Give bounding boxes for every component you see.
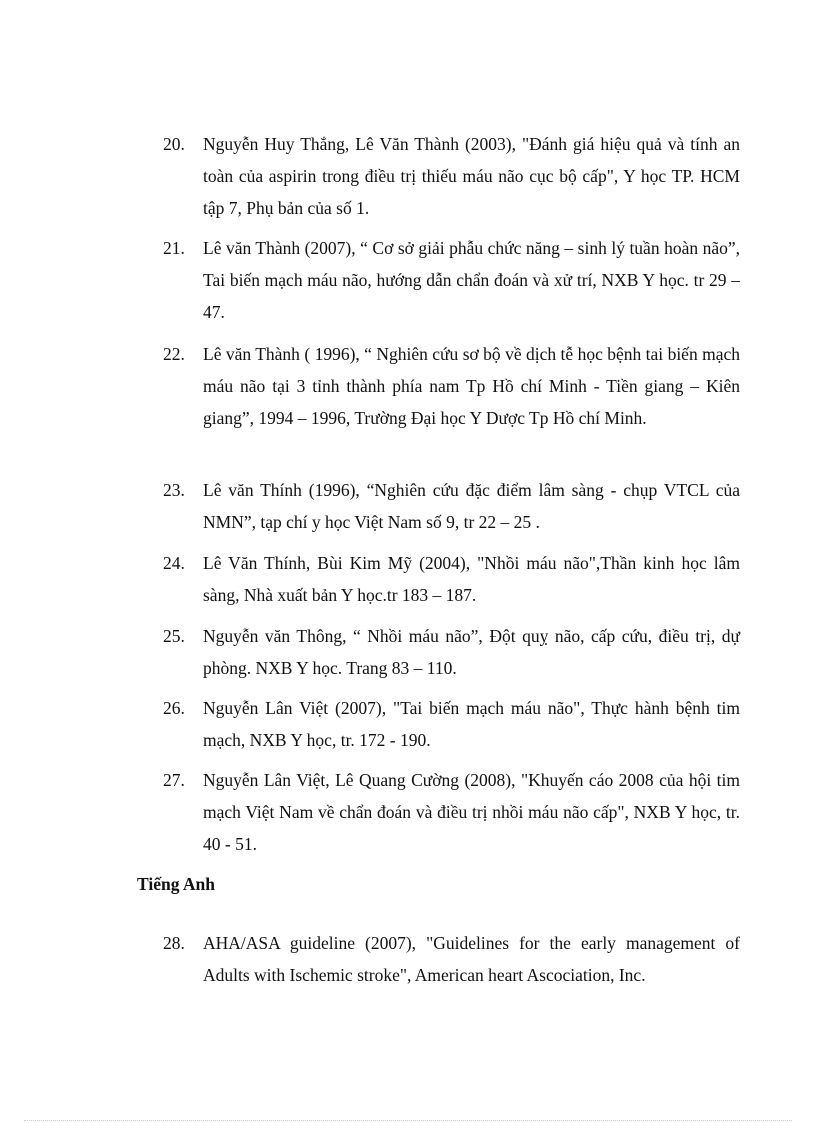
reference-item xyxy=(163,620,740,684)
section-heading: Tiếng Anh xyxy=(137,874,215,894)
reference-text: Nguyễn Lân Việt (2007), "Tai biến mạch máu não", Thực hành bệnh tim mạch, NXB Y học, tr. 172 - 190. xyxy=(203,698,740,750)
reference-item xyxy=(163,128,740,224)
reference-item xyxy=(163,232,740,328)
reference-number: 28. xyxy=(163,933,185,953)
reference-item xyxy=(163,547,740,611)
reference-number: 23. xyxy=(163,480,185,500)
reference-number: 27. xyxy=(163,770,185,790)
reference-item xyxy=(163,927,740,991)
reference-text: Lê Văn Thính, Bùi Kim Mỹ (2004), "Nhồi máu não",Thần kinh học lâm sàng, Nhà xuất bản Y học.tr 183 – 187. xyxy=(203,553,740,605)
reference-number: 25. xyxy=(163,626,185,646)
reference-text: AHA/ASA guideline (2007), "Guidelines for the early management of Adults with Ischemic stroke", American heart Ascociation, Inc. xyxy=(203,933,740,985)
reference-item xyxy=(163,692,740,756)
page-bottom-divider xyxy=(24,1120,792,1121)
reference-number: 22. xyxy=(163,344,185,364)
reference-number: 24. xyxy=(163,553,185,573)
reference-item xyxy=(163,764,740,860)
reference-number: 21. xyxy=(163,238,185,258)
reference-item xyxy=(163,338,740,434)
reference-text: Nguyễn Lân Việt, Lê Quang Cường (2008), "Khuyến cáo 2008 của hội tim mạch Việt Nam về chẩn đoán và điều trị nhồi máu não cấp", NXB Y học, tr. 40 - 51. xyxy=(203,770,740,854)
reference-text: Nguyễn văn Thông, “ Nhồi máu não”, Đột quỵ não, cấp cứu, điều trị, dự phòng. NXB Y học. Trang 83 – 110. xyxy=(203,626,740,678)
reference-number: 26. xyxy=(163,698,185,718)
reference-text: Lê văn Thính (1996), “Nghiên cứu đặc điểm lâm sàng - chụp VTCL của NMN”, tạp chí y học Việt Nam số 9, tr 22 – 25 . xyxy=(203,480,740,532)
reference-number: 20. xyxy=(163,134,185,154)
reference-text: Lê văn Thành (2007), “ Cơ sở giải phẫu chức năng – sinh lý tuần hoàn não”, Tai biến mạch máu não, hướng dẫn chẩn đoán và xử trí, NXB Y học. tr 29 – 47. xyxy=(203,238,740,322)
reference-item xyxy=(163,474,740,538)
reference-text: Nguyễn Huy Thắng, Lê Văn Thành (2003), "Đánh giá hiệu quả và tính an toàn của aspirin trong điều trị thiếu máu não cục bộ cấp", Y học TP. HCM tập 7, Phụ bản của số 1. xyxy=(203,134,740,218)
reference-text: Lê văn Thành ( 1996), “ Nghiên cứu sơ bộ về dịch tễ học bệnh tai biến mạch máu não tại 3 tỉnh thành phía nam Tp Hồ chí Minh - Tiền giang – Kiên giang”, 1994 – 1996, Trường Đại học Y Dược Tp Hồ chí Minh. xyxy=(203,344,740,428)
